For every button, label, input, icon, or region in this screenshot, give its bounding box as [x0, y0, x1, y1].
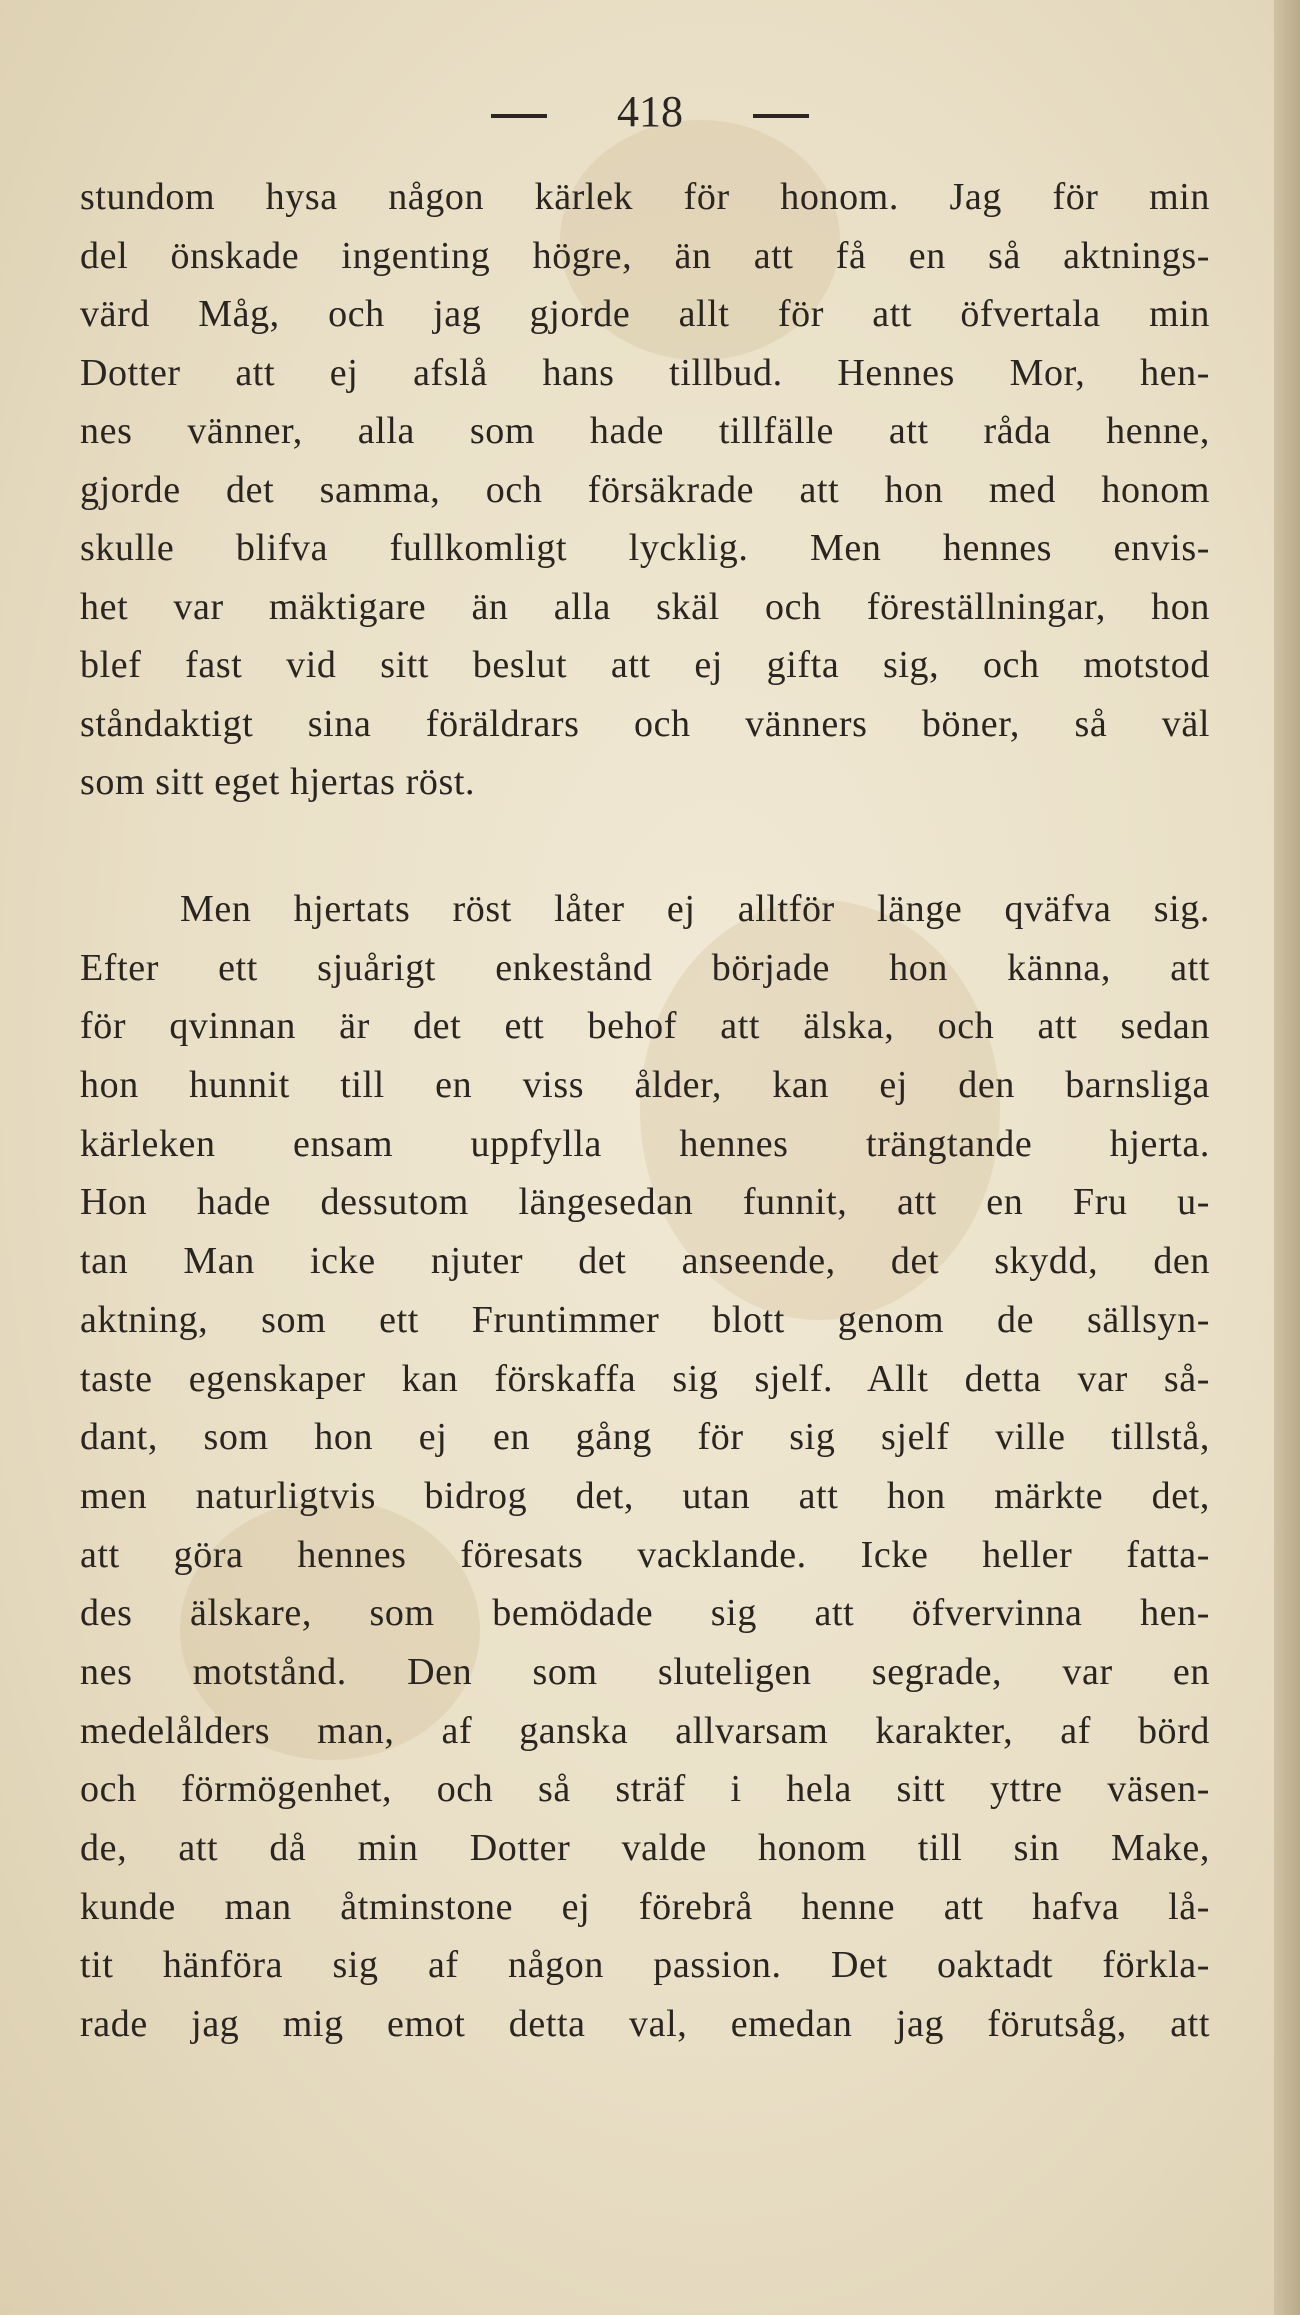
text-line: och förmögenhet, och så sträf i hela sitt yttre väsen- — [80, 1768, 1210, 1811]
page-edge — [1274, 0, 1300, 2315]
text-line: ståndaktigt sina föräldrars och vänners böner, så väl — [80, 702, 1210, 745]
text-line: nes vänner, alla som hade tillfälle att råda henne, — [80, 410, 1210, 452]
text-line: att göra hennes föresats vacklande. Icke heller fatta- — [80, 1533, 1210, 1576]
text-line: het var mäktigare än alla skäl och föreställningar, hon — [80, 585, 1210, 628]
text-line: taste egenskaper kan förskaffa sig sjelf. Allt detta var så- — [80, 1357, 1210, 1400]
text-line: stundom hysa någon kärlek för honom. Jag för min — [80, 176, 1210, 218]
text-line: del önskade ingenting högre, än att få en så aktnings- — [80, 234, 1210, 277]
text-line: kärleken ensam uppfylla hennes trängtande hjerta. — [80, 1122, 1210, 1165]
text-line: medelålders man, af ganska allvarsam karakter, af börd — [80, 1709, 1210, 1752]
text-line: tit hänföra sig af någon passion. Det oaktadt förkla- — [80, 1944, 1210, 1987]
text-line: nes motstånd. Den som sluteligen segrade, var en — [80, 1650, 1210, 1693]
text-line: aktning, som ett Fruntimmer blott genom de sällsyn- — [80, 1298, 1210, 1341]
text-line: tan Man icke njuter det anseende, det skydd, den — [80, 1240, 1210, 1283]
page-number: 418 — [617, 87, 683, 136]
text-line: hon hunnit till en viss ålder, kan ej den barnsliga — [80, 1064, 1210, 1107]
text-line: skulle blifva fullkomligt lycklig. Men hennes envis- — [80, 527, 1210, 569]
header-dash-left — [491, 114, 547, 118]
text-line: Efter ett sjuårigt enkestånd började hon känna, att — [80, 946, 1210, 989]
text-line: gjorde det samma, och försäkrade att hon med honom — [80, 468, 1210, 511]
text-line: Hon hade dessutom längesedan funnit, att en Fru u- — [80, 1181, 1210, 1224]
text-line: des älskare, som bemödade sig att öfvervinna hen- — [80, 1592, 1210, 1635]
text-line: men naturligtvis bidrog det, utan att hon märkte det, — [80, 1474, 1210, 1517]
text-line: rade jag mig emot detta val, emedan jag förutsåg, att — [80, 2003, 1210, 2046]
text-line: Men hjertats röst låter ej alltför länge qväfva sig. — [180, 888, 1210, 930]
paragraph-2 — [80, 880, 1210, 2054]
text-line: för qvinnan är det ett behof att älska, och att sedan — [80, 1005, 1210, 1048]
text-line: som sitt eget hjertas röst. — [80, 761, 476, 803]
text-line: Dotter att ej afslå hans tillbud. Hennes Mor, hen- — [80, 351, 1210, 394]
page-header — [0, 86, 1300, 137]
text-line: kunde man åtminstone ej förebrå henne att hafva lå- — [80, 1885, 1210, 1928]
header-dash-right — [753, 114, 809, 118]
text-line: dant, som hon ej en gång för sig sjelf ville tillstå, — [80, 1416, 1210, 1459]
text-line: de, att då min Dotter valde honom till sin Make, — [80, 1827, 1210, 1869]
paragraph-1 — [80, 168, 1210, 812]
text-line: blef fast vid sitt beslut att ej gifta sig, och motstod — [80, 644, 1210, 686]
text-line: värd Måg, och jag gjorde allt för att öfvertala min — [80, 293, 1210, 335]
